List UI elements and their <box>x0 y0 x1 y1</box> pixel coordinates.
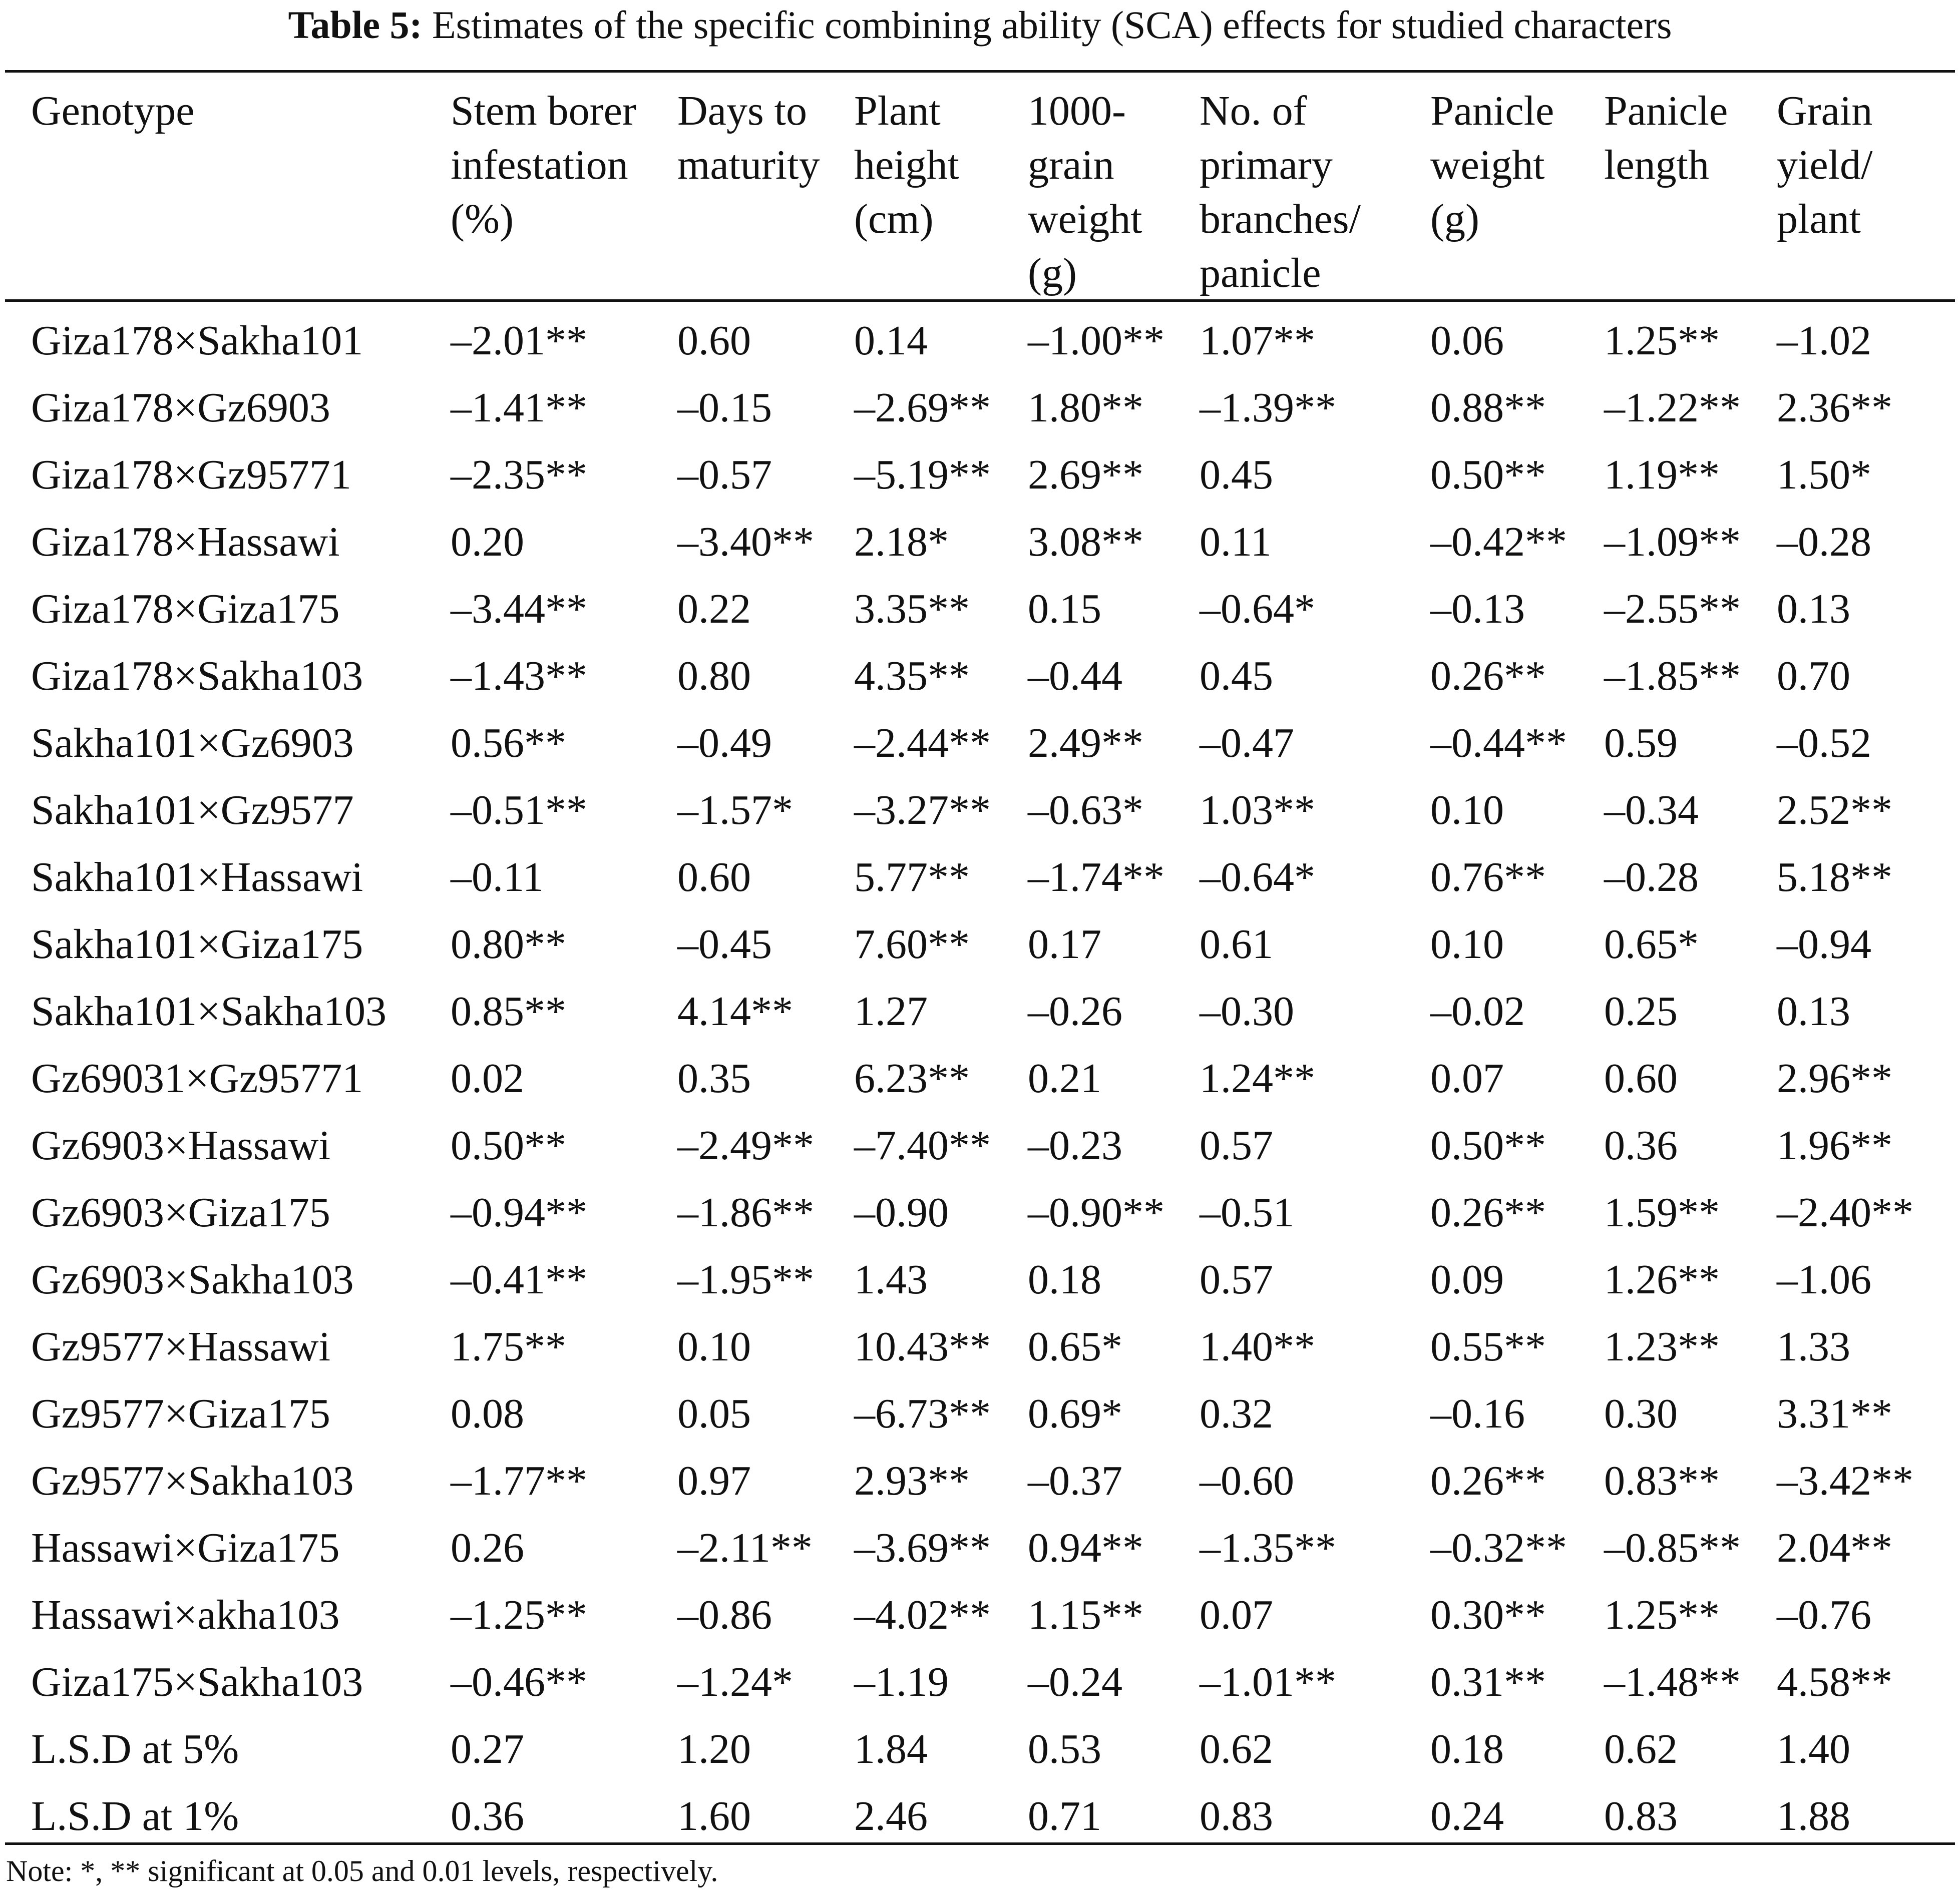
table-cell: –2.44** <box>854 720 991 766</box>
table-cell: –2.35** <box>451 451 587 498</box>
table-cell: 2.69** <box>1028 451 1143 498</box>
table-cell: 0.60 <box>677 854 751 900</box>
table-cell: –1.25** <box>451 1592 587 1638</box>
column-header-line: branches/ <box>1200 196 1361 242</box>
column-header-line: primary <box>1200 142 1333 188</box>
table-cell: 0.09 <box>1430 1256 1504 1303</box>
table-cell: 1.26** <box>1604 1256 1720 1303</box>
column-header-line: (cm) <box>854 196 934 242</box>
table-cell: 0.50** <box>1430 1122 1546 1169</box>
table-cell: –0.37 <box>1028 1458 1122 1504</box>
table-cell: 0.06 <box>1430 317 1504 364</box>
table-caption-label: Table 5: <box>288 3 423 47</box>
table-cell: –1.74** <box>1028 854 1164 900</box>
table-cell: 2.36** <box>1777 384 1892 431</box>
column-header-line: yield/ <box>1777 142 1873 188</box>
table-cell: 1.25** <box>1604 317 1720 364</box>
table-cell: 10.43** <box>854 1323 991 1370</box>
table-cell: 0.11 <box>1200 519 1272 565</box>
table-header-rule <box>5 299 1955 302</box>
table-cell: 2.93** <box>854 1458 970 1504</box>
table-cell: 1.60 <box>677 1793 751 1839</box>
table-cell: 1.27 <box>854 988 928 1035</box>
table-cell: 0.70 <box>1777 653 1850 699</box>
table-cell: 1.75** <box>451 1323 566 1370</box>
table-cell: 0.57 <box>1200 1122 1273 1169</box>
table-cell: 0.14 <box>854 317 928 364</box>
table-cell: –0.16 <box>1430 1390 1525 1437</box>
table-cell: –1.41** <box>451 384 587 431</box>
table-cell: 0.60 <box>1604 1055 1678 1102</box>
table-cell: –0.64* <box>1200 586 1315 632</box>
table-cell: 0.26** <box>1430 1189 1546 1236</box>
table-header <box>0 84 1960 298</box>
table-cell: –0.11 <box>451 854 544 900</box>
table-cell: –0.63* <box>1028 787 1143 833</box>
row-label: Gz6903×Giza175 <box>31 1189 330 1236</box>
table-cell: 0.10 <box>677 1323 751 1370</box>
table-cell: –0.28 <box>1604 854 1699 900</box>
table-cell: 0.56** <box>451 720 566 766</box>
table-cell: 0.83 <box>1200 1793 1273 1839</box>
table-cell: 0.65* <box>1028 1323 1122 1370</box>
row-label: Sakha101×Giza175 <box>31 921 363 968</box>
table-cell: –6.73** <box>854 1390 991 1437</box>
table-cell: –3.44** <box>451 586 587 632</box>
table-cell: –0.51 <box>1200 1189 1294 1236</box>
row-label: L.S.D at 1% <box>31 1793 239 1839</box>
table-cell: –1.48** <box>1604 1659 1741 1705</box>
table-cell: –0.24 <box>1028 1659 1122 1705</box>
table-cell: 0.85** <box>451 988 566 1035</box>
table-cell: 5.77** <box>854 854 970 900</box>
row-label: Gz9577×Giza175 <box>31 1390 330 1437</box>
table-cell: 1.50* <box>1777 451 1871 498</box>
table-cell: –0.41** <box>451 1256 587 1303</box>
table-cell: –0.86 <box>677 1592 772 1638</box>
table-cell: 1.43 <box>854 1256 928 1303</box>
table-cell: –0.76 <box>1777 1592 1871 1638</box>
table-cell: 0.21 <box>1028 1055 1101 1102</box>
table-cell: 0.53 <box>1028 1726 1101 1772</box>
table-cell: 4.58** <box>1777 1659 1892 1705</box>
table-cell: –1.35** <box>1200 1525 1336 1571</box>
table-cell: –0.90** <box>1028 1189 1164 1236</box>
column-header-line: (g) <box>1028 250 1077 296</box>
table-cell: –0.85** <box>1604 1525 1741 1571</box>
column-header-line: weight <box>1430 142 1545 188</box>
table-cell: –0.94 <box>1777 921 1871 968</box>
table-cell: 1.23** <box>1604 1323 1720 1370</box>
table-cell: 1.40 <box>1777 1726 1850 1772</box>
table-cell: –0.34 <box>1604 787 1699 833</box>
column-header-line: Panicle <box>1604 88 1728 134</box>
row-label: Sakha101×Gz6903 <box>31 720 354 766</box>
column-header-line: Days to <box>677 88 807 134</box>
table-cell: –5.19** <box>854 451 991 498</box>
table-cell: 0.36 <box>451 1793 524 1839</box>
table-cell: 1.25** <box>1604 1592 1720 1638</box>
column-header <box>1776 84 1960 300</box>
table-cell: 1.24** <box>1200 1055 1315 1102</box>
table-cell: –3.42** <box>1777 1458 1913 1504</box>
table-cell: –3.69** <box>854 1525 991 1571</box>
column-header-line: Genotype <box>31 88 195 134</box>
table-cell: 0.27 <box>451 1726 524 1772</box>
table-cell: 0.45 <box>1200 653 1273 699</box>
table-cell: –2.40** <box>1777 1189 1913 1236</box>
table-cell: –3.40** <box>677 519 814 565</box>
table-cell: –0.64* <box>1200 854 1315 900</box>
table-cell: 0.31** <box>1430 1659 1546 1705</box>
table-cell: 2.52** <box>1777 787 1892 833</box>
row-label: Gz9577×Sakha103 <box>31 1458 354 1504</box>
table-cell: 0.07 <box>1430 1055 1504 1102</box>
column-header-line: weight <box>1028 196 1142 242</box>
row-label: Giza178×Sakha103 <box>31 653 363 699</box>
table-cell: –1.95** <box>677 1256 814 1303</box>
table-cell: 1.59** <box>1604 1189 1720 1236</box>
column-header-line: (%) <box>451 196 514 242</box>
column-header-line: maturity <box>677 142 820 188</box>
table-cell: 0.02 <box>451 1055 524 1102</box>
table-cell: –1.09** <box>1604 519 1741 565</box>
column-header-line: length <box>1604 142 1709 188</box>
table-cell: –0.42** <box>1430 519 1567 565</box>
column-header-line: infestation <box>451 142 628 188</box>
table-cell: 0.30** <box>1430 1592 1546 1638</box>
table-cell: –2.49** <box>677 1122 814 1169</box>
table-cell: –0.32** <box>1430 1525 1567 1571</box>
column-header <box>1027 84 1199 300</box>
table-cell: 6.23** <box>854 1055 970 1102</box>
table-cell: –1.06 <box>1777 1256 1871 1303</box>
table-cell: –0.26 <box>1028 988 1122 1035</box>
table-cell: –0.57 <box>677 451 772 498</box>
table-cell: –2.11** <box>677 1525 813 1571</box>
table-cell: 1.20 <box>677 1726 751 1772</box>
table-cell: 0.20 <box>451 519 524 565</box>
table-note: Note: *, ** significant at 0.05 and 0.01 levels, respectively. <box>6 1854 718 1887</box>
table-cell: –0.44** <box>1430 720 1567 766</box>
column-header <box>1199 84 1429 300</box>
table-cell: –0.02 <box>1430 988 1525 1035</box>
column-header-line: Plant <box>854 88 941 134</box>
table-cell: –1.02 <box>1777 317 1871 364</box>
table-cell: 2.49** <box>1028 720 1143 766</box>
table-cell: 0.45 <box>1200 451 1273 498</box>
table-cell: 0.65* <box>1604 921 1699 968</box>
table-cell: 0.25 <box>1604 988 1678 1035</box>
table-cell: –1.86** <box>677 1189 814 1236</box>
table-cell: –0.46** <box>451 1659 587 1705</box>
table-cell: –1.39** <box>1200 384 1336 431</box>
table-cell: –0.13 <box>1430 586 1525 632</box>
table-cell: 0.50** <box>451 1122 566 1169</box>
table-cell: 0.36 <box>1604 1122 1678 1169</box>
table-cell: 0.83 <box>1604 1793 1678 1839</box>
table-cell: –2.55** <box>1604 586 1741 632</box>
table-cell: 1.84 <box>854 1726 928 1772</box>
table-cell: –1.24* <box>677 1659 793 1705</box>
table-cell: –0.23 <box>1028 1122 1122 1169</box>
table-cell: 0.05 <box>677 1390 751 1437</box>
table-cell: 0.13 <box>1777 586 1850 632</box>
row-label: Sakha101×Gz9577 <box>31 787 354 833</box>
table-cell: 1.33 <box>1777 1323 1850 1370</box>
table-cell: –1.22** <box>1604 384 1741 431</box>
table-cell: 0.57 <box>1200 1256 1273 1303</box>
column-header-line: Panicle <box>1430 88 1554 134</box>
table-cell: 1.19** <box>1604 451 1720 498</box>
table-cell: 7.60** <box>854 921 970 968</box>
table-cell: –1.01** <box>1200 1659 1336 1705</box>
table-cell: 0.10 <box>1430 787 1504 833</box>
table-cell: 0.59 <box>1604 720 1678 766</box>
table-cell: 1.03** <box>1200 787 1315 833</box>
table-cell: 2.18* <box>854 519 949 565</box>
table-cell: 3.35** <box>854 586 970 632</box>
table-cell: 0.62 <box>1604 1726 1678 1772</box>
column-header-line: No. of <box>1200 88 1307 134</box>
table-cell: 0.97 <box>677 1458 751 1504</box>
table-cell: 0.88** <box>1430 384 1546 431</box>
row-label: Hassawi×Giza175 <box>31 1525 340 1571</box>
table-cell: –1.43** <box>451 653 587 699</box>
row-label: Hassawi×akha103 <box>31 1592 340 1638</box>
table-cell: 3.31** <box>1777 1390 1892 1437</box>
column-header-line: height <box>854 142 959 188</box>
column-header-line: 1000- <box>1028 88 1126 134</box>
table-cell: –7.40** <box>854 1122 991 1169</box>
column-header-line: (g) <box>1430 196 1479 242</box>
table-cell: 0.80 <box>677 653 751 699</box>
table-cell: 5.18** <box>1777 854 1892 900</box>
table-cell: 0.24 <box>1430 1793 1504 1839</box>
table-cell: 0.83** <box>1604 1458 1720 1504</box>
row-label: Gz6903×Hassawi <box>31 1122 330 1169</box>
table-cell: 0.55** <box>1430 1323 1546 1370</box>
column-header <box>450 84 676 300</box>
table-cell: 0.08 <box>451 1390 524 1437</box>
table-cell: 0.18 <box>1028 1256 1101 1303</box>
column-header <box>676 84 853 300</box>
table-cell: –1.57* <box>677 787 793 833</box>
table-cell: 0.35 <box>677 1055 751 1102</box>
table-cell: 0.18 <box>1430 1726 1504 1772</box>
table-cell: –0.45 <box>677 921 772 968</box>
table-cell: –1.85** <box>1604 653 1741 699</box>
row-label: Giza178×Sakha101 <box>31 317 363 364</box>
table-cell: 0.71 <box>1028 1793 1101 1839</box>
column-header-line: panicle <box>1200 250 1321 296</box>
table-cell: –0.44 <box>1028 653 1122 699</box>
table-cell: 1.88 <box>1777 1793 1850 1839</box>
row-label: L.S.D at 5% <box>31 1726 239 1772</box>
table-cell: –0.30 <box>1200 988 1294 1035</box>
table-cell: –1.77** <box>451 1458 587 1504</box>
column-header <box>1603 84 1776 300</box>
table-cell: –0.52 <box>1777 720 1871 766</box>
table-cell: 0.26 <box>451 1525 524 1571</box>
table-cell: 0.13 <box>1777 988 1850 1035</box>
table-cell: 0.32 <box>1200 1390 1273 1437</box>
table-cell: –0.90 <box>854 1189 949 1236</box>
row-label: Giza175×Sakha103 <box>31 1659 363 1705</box>
column-header <box>1429 84 1603 300</box>
table-cell: 0.30 <box>1604 1390 1678 1437</box>
table-cell: 0.22 <box>677 586 751 632</box>
table-caption <box>0 0 1960 55</box>
table-cell: –1.00** <box>1028 317 1164 364</box>
table-caption-text: Estimates of the specific combining ability (SCA) effects for studied characters <box>422 3 1672 47</box>
table-cell: 0.15 <box>1028 586 1101 632</box>
table-cell: 0.26** <box>1430 653 1546 699</box>
table-cell: 0.61 <box>1200 921 1273 968</box>
column-header-line: plant <box>1777 196 1861 242</box>
table-cell: 4.14** <box>677 988 793 1035</box>
table-body <box>0 307 1960 1850</box>
table-cell: 0.62 <box>1200 1726 1273 1772</box>
table-cell: 0.26** <box>1430 1458 1546 1504</box>
table-cell: 1.15** <box>1028 1592 1143 1638</box>
table-cell: –4.02** <box>854 1592 991 1638</box>
table-cell: 1.07** <box>1200 317 1315 364</box>
table-bottom-rule <box>5 1842 1955 1845</box>
row-label: Gz6903×Sakha103 <box>31 1256 354 1303</box>
row-label: Giza178×Gz95771 <box>31 451 351 498</box>
table-cell: –0.94** <box>451 1189 587 1236</box>
row-label: Giza178×Gz6903 <box>31 384 330 431</box>
table-cell: 0.07 <box>1200 1592 1273 1638</box>
table-cell: –3.27** <box>854 787 991 833</box>
table-cell: 2.04** <box>1777 1525 1892 1571</box>
table-cell: –0.49 <box>677 720 772 766</box>
table-cell: 3.08** <box>1028 519 1143 565</box>
column-header <box>0 84 450 300</box>
table-cell: 2.96** <box>1777 1055 1892 1102</box>
table-cell: 0.50** <box>1430 451 1546 498</box>
table-cell: –0.51** <box>451 787 587 833</box>
table-cell: 0.10 <box>1430 921 1504 968</box>
row-label: Gz69031×Gz95771 <box>31 1055 363 1102</box>
table-cell: 0.80** <box>451 921 566 968</box>
row-label: Gz9577×Hassawi <box>31 1323 330 1370</box>
table-cell: 4.35** <box>854 653 970 699</box>
table-top-rule <box>5 70 1955 73</box>
column-header-line: Grain <box>1777 88 1873 134</box>
table-cell: –1.19 <box>854 1659 949 1705</box>
table-cell: 0.60 <box>677 317 751 364</box>
row-label: Giza178×Giza175 <box>31 586 340 632</box>
row-label: Sakha101×Hassawi <box>31 854 363 900</box>
column-header-line: Stem borer <box>451 88 636 134</box>
table-cell: –0.60 <box>1200 1458 1294 1504</box>
table-cell: –0.28 <box>1777 519 1871 565</box>
table-cell: 0.17 <box>1028 921 1101 968</box>
table-cell: 1.80** <box>1028 384 1143 431</box>
column-header-line: grain <box>1028 142 1114 188</box>
table-cell: 1.96** <box>1777 1122 1892 1169</box>
table-cell: –2.01** <box>451 317 587 364</box>
table-cell: 0.76** <box>1430 854 1546 900</box>
table-cell: 1.40** <box>1200 1323 1315 1370</box>
row-label: Giza178×Hassawi <box>31 519 340 565</box>
table-cell: –0.15 <box>677 384 772 431</box>
table-cell: 2.46 <box>854 1793 928 1839</box>
table-cell: 0.69* <box>1028 1390 1122 1437</box>
table-cell: –0.47 <box>1200 720 1294 766</box>
table-cell: –2.69** <box>854 384 991 431</box>
row-label: Sakha101×Sakha103 <box>31 988 386 1035</box>
table-cell: 0.94** <box>1028 1525 1143 1571</box>
column-header <box>853 84 1027 300</box>
